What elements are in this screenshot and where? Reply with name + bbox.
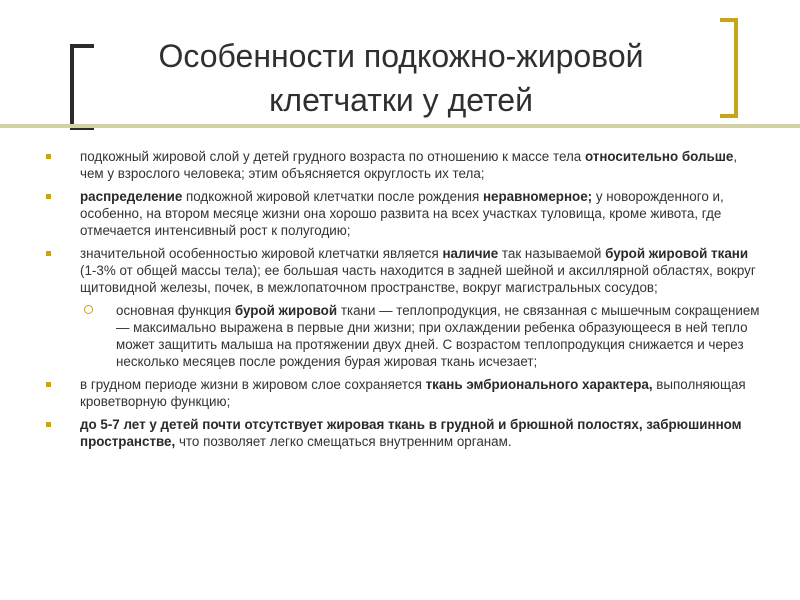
bold-text-fragment: бурой жировой — [234, 303, 338, 318]
bold-text-fragment: относительно больше — [584, 149, 734, 164]
text-fragment: ткани — теплопродукция, не связанная с мышечным сокращением — максимально выражена в первые дни жизни; при охлаждении ребенка образующееся в ней тепло может защитить малыша на протяжении двух дней. С возрастом теплопродукция снижается и через несколько месяцев после рождения бурая жировая ткань исчезает; — [116, 303, 760, 369]
title-line-2: клетчатки у детей — [269, 82, 533, 118]
title-underline-rule — [0, 124, 800, 128]
bullet-item — [44, 245, 764, 296]
text-fragment: так называемой — [498, 246, 606, 261]
circle-bullet-icon — [84, 305, 93, 314]
bold-text-fragment: до 5-7 лет у детей почти отсутствует жировая ткань в грудной и брюшной полостях, забрюшинном пространстве, — [80, 417, 742, 449]
text-fragment: выполняющая кроветворную функцию; — [80, 377, 746, 409]
bold-text-fragment: неравномерное; — [482, 189, 593, 204]
text-fragment: , чем у взрослого человека; этим объясняется округлость их тела; — [80, 149, 738, 181]
bullet-item — [44, 188, 764, 239]
text-fragment: (1-3% от общей массы тела); ее большая часть находится в задней шейной и аксиллярной областях, вокруг щитовидной железы, почек, в межлопаточном пространстве, вокруг магистральных сосудов; — [80, 263, 756, 295]
text-fragment: основная функция — [116, 303, 235, 318]
bullet-item — [44, 376, 764, 410]
square-bullet-icon — [46, 422, 51, 427]
bullet-item — [44, 416, 764, 450]
square-bullet-icon — [46, 382, 51, 387]
square-bullet-icon — [46, 251, 51, 256]
slide-title — [96, 34, 706, 122]
bullet-item — [44, 148, 764, 182]
square-bullet-icon — [46, 194, 51, 199]
text-fragment: в грудном периоде жизни в жировом слое сохраняется — [80, 377, 426, 392]
text-fragment: значительной особенностью жировой клетчатки является — [80, 246, 443, 261]
bold-text-fragment: наличие — [442, 246, 499, 261]
text-fragment: что позволяет легко смещаться внутренним органам. — [175, 434, 512, 449]
sub-bullet-item — [44, 302, 764, 370]
bold-text-fragment: ткань эмбрионального характера, — [425, 377, 653, 392]
left-bracket-decoration — [70, 44, 94, 130]
text-fragment: у новорожденного и, особенно, на втором месяце жизни она хорошо развита на всех участках туловища, кроме живота, где отмечается интенсивный рост к полугодию; — [80, 189, 724, 238]
text-fragment: подкожной жировой клетчатки после рождения — [182, 189, 483, 204]
bold-text-fragment: распределение — [80, 189, 183, 204]
square-bullet-icon — [46, 154, 51, 159]
title-line-1: Особенности подкожно-жировой — [158, 38, 644, 74]
bold-text-fragment: бурой жировой ткани — [605, 246, 749, 261]
text-fragment: подкожный жировой слой у детей грудного возраста по отношению к массе тела — [80, 149, 585, 164]
bullet-list — [44, 148, 764, 456]
right-bracket-decoration — [720, 18, 738, 118]
